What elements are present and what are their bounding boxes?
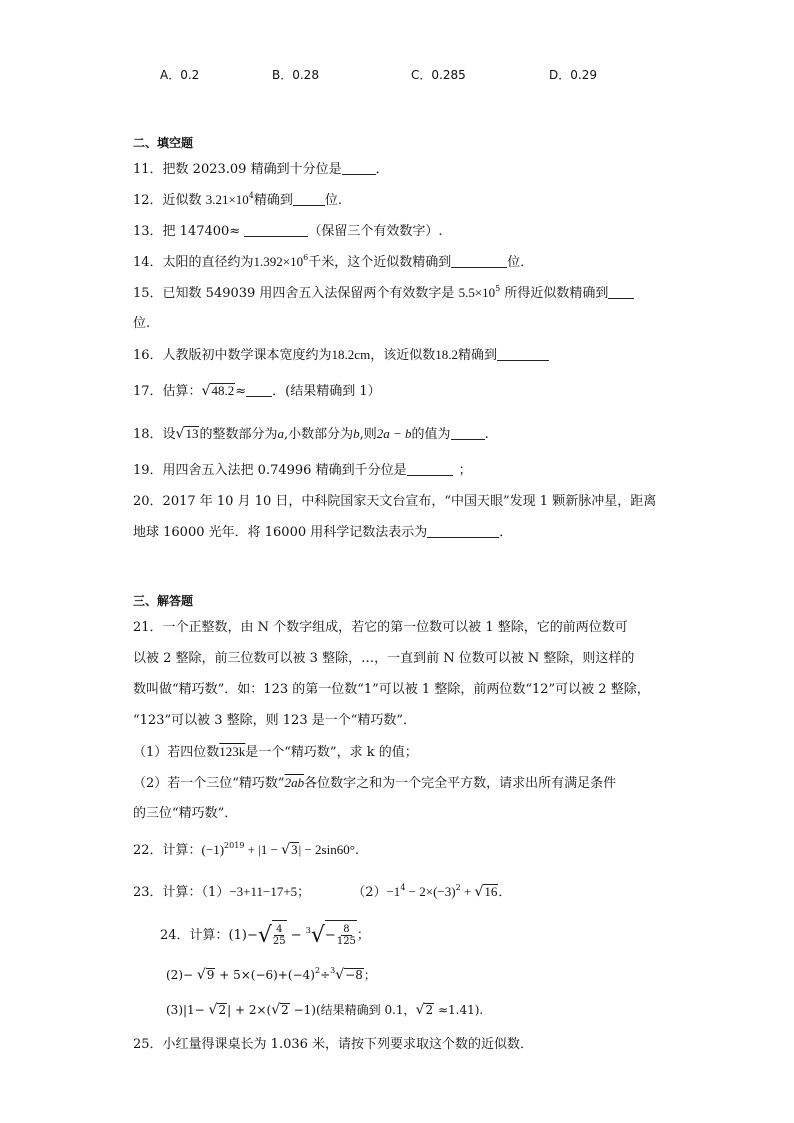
answer-blank[interactable]	[244, 224, 308, 237]
question-22: 22．计算：$(-1)^{2019} + |1 - √3| - 2\sin 60^\circ$.	[133, 841, 360, 858]
question-21-line-4: “123”可以被 3 整除，则 123 是一个“精巧数”．	[133, 713, 417, 728]
answer-blank[interactable]	[608, 286, 634, 299]
question-19: 19．用四舍五入法把 0.74996 精确到千分位是 ；	[133, 463, 472, 478]
radical-sign-icon: √	[335, 967, 345, 983]
option-d: D．0.29	[549, 68, 597, 82]
radical-fraction: √ $\frac{4}{25}$	[258, 920, 287, 951]
question-18: 18．设√13的整数部分为a,小数部分为b,则2a − b的值为 .	[133, 426, 489, 442]
radical-sign-icon: √	[415, 1002, 425, 1018]
radical-sign-icon: √	[271, 1002, 281, 1018]
question-17: 17．估算：√48.2≈ ．(结果精确到 1）	[133, 383, 381, 399]
option-b: B．0.28	[272, 68, 319, 82]
answer-blank[interactable]	[342, 162, 376, 175]
question-21-line-1: 21．一个正整数，由 N 个数字组成，若它的第一位数可以被 1 整除，它的前两位数可	[133, 620, 628, 635]
section-title-fill: 二、填空题	[133, 136, 194, 150]
question-24-part-1: 24．计算：(1)− √ $\frac{4}{25}$ − $^3$ √ − $\frac{8}{125}$ ；	[160, 920, 370, 951]
radical-sign-icon: √	[196, 967, 206, 983]
option-c: C．0.285	[411, 68, 466, 82]
option-a: A．0.2	[160, 68, 200, 82]
question-21-part-1: （1）若四位数123k是一个“精巧数”，求 k 的值；	[133, 744, 418, 760]
answer-blank[interactable]	[451, 255, 507, 268]
question-21-part-2-continued: 的三位“精巧数”．	[133, 806, 238, 821]
answer-blank[interactable]	[451, 427, 485, 440]
question-25: 25．小红量得课桌长为 1.036 米，请按下列要求取这个数的近似数．	[133, 1037, 534, 1052]
question-24-part-2: $(2)- √9 + 5\times(-6)+(-4)^2\div^3√-8$；	[166, 966, 376, 983]
question-20-continued: 地球 16000 光年．将 16000 用科学记数法表示为 ．	[133, 525, 513, 540]
question-20: 20．2017 年 10 月 10 日，中科院国家天文台宣布，“中国天眼”发现 1 颗新脉冲星，距离	[133, 494, 657, 509]
section-title-solve: 三、解答题	[133, 594, 194, 608]
question-24-part-3: (3)|1− √2| + 2×(√2 −1)(结果精确到 0.1，√2 ≈1.41).	[166, 1002, 484, 1018]
radical-sign-icon: √	[474, 884, 484, 900]
answer-blank[interactable]	[427, 525, 499, 538]
question-11: 11．把数 2023.09 精确到十分位是 ．	[133, 162, 389, 177]
question-23: 23．计算：（1）−3+11−17+5； $(2)-1^4 - 2\times(-3)^2 + √16$．	[133, 883, 512, 900]
question-14: 14．太阳的直径约为$1.392\times 10^6$千米，这个近似数精确到 位．	[133, 253, 534, 270]
question-16: 16．人教版初中数学课本宽度约为18.2cm，该近似数18.2精确到	[133, 346, 549, 365]
question-15: 15．已知数 549039 用四舍五入法保留两个有效数字是 $5.5\times 10^5$ 所得近似数精确到	[133, 284, 634, 303]
radical-sign-icon: √	[281, 842, 291, 858]
answer-blank[interactable]	[407, 463, 453, 476]
question-21-part-2: （2）若一个三位“精巧数”2ab各位数字之和为一个完全平方数，请求出所有满足条件	[133, 775, 617, 791]
question-12: 12．近似数 $3.21\times 10^4$精确到 位.	[133, 191, 343, 208]
answer-blank[interactable]	[246, 384, 272, 397]
radical-sign-icon: √	[208, 1002, 218, 1018]
radical-sign-icon: √	[175, 426, 185, 442]
question-15-continued: 位.	[133, 316, 151, 331]
radical-sign-icon: √	[257, 922, 272, 948]
answer-blank[interactable]	[497, 348, 549, 361]
question-13: 13．把 147400≈ （保留三个有效数字）.	[133, 224, 443, 239]
cube-root-fraction: √ − $\frac{8}{125}$	[311, 920, 357, 951]
question-21-line-3: 数叫做“精巧数”．如：123 的第一位数“1”可以被 1 整除，前两位数“12”可以被 2 整除，	[133, 682, 650, 697]
question-21-line-2: 以被 2 整除，前三位数可以被 3 整除，…，一直到前 N 位数可以被 N 整除，则这样的	[133, 651, 635, 666]
radical-sign-icon: √	[201, 383, 211, 399]
answer-blank[interactable]	[293, 193, 325, 206]
radical-sign-icon: √	[310, 922, 325, 948]
